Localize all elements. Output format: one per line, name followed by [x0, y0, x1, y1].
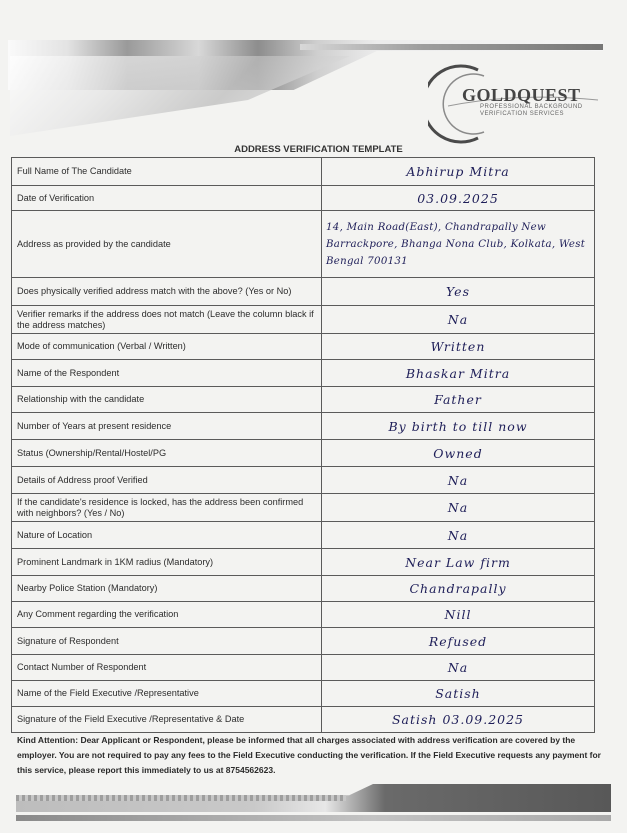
field-label: Does physically verified address match with the above? (Yes or No): [12, 278, 322, 306]
field-label: If the candidate's residence is locked, has the address been confirmed with neighbors? (Yes / No): [12, 494, 322, 522]
field-value: Na: [322, 467, 595, 494]
footer-stripe: [16, 795, 346, 801]
field-label: Full Name of The Candidate: [12, 158, 322, 186]
field-label: Number of Years at present residence: [12, 413, 322, 440]
table-row: [12, 707, 595, 733]
field-value: Na: [322, 655, 595, 681]
notice-text: Dear Applicant or Respondent, please be informed that all charges associated with address verification are covered by the employer. You are not required to pay any fees to the Field Executive conducting the verification. If the Field Executive requests any payment for this service, please report this immediately to us at 8754562623.: [17, 735, 601, 775]
table-row: [12, 655, 595, 681]
field-value: Chandrapally: [322, 576, 595, 602]
field-value: Written: [322, 334, 595, 360]
table-row: [12, 334, 595, 360]
verification-table: [11, 157, 595, 733]
table-row: [12, 522, 595, 549]
table-row: [12, 306, 595, 334]
table-row: [12, 387, 595, 413]
field-value: 03.09.2025: [322, 186, 595, 211]
table-row: [12, 158, 595, 186]
logo-brand: GOLDQUEST: [462, 85, 581, 105]
table-row: [12, 186, 595, 211]
field-label: Signature of Respondent: [12, 628, 322, 655]
field-label: Mode of communication (Verbal / Written): [12, 334, 322, 360]
table-row: [12, 549, 595, 576]
field-value: Owned: [322, 440, 595, 467]
field-label: Date of Verification: [12, 186, 322, 211]
field-value: Nill: [322, 602, 595, 628]
header-thin-stripe: [300, 44, 603, 50]
field-value: Abhirup Mitra: [322, 158, 595, 186]
field-label: Address as provided by the candidate: [12, 211, 322, 278]
field-value: Yes: [322, 278, 595, 306]
field-value: By birth to till now: [322, 413, 595, 440]
header-triangle-decoration: [10, 56, 350, 136]
table-row: [12, 602, 595, 628]
field-label: Name of the Respondent: [12, 360, 322, 387]
field-label: Prominent Landmark in 1KM radius (Mandatory): [12, 549, 322, 576]
field-value: Father: [322, 387, 595, 413]
table-row: [12, 360, 595, 387]
table-row: [12, 681, 595, 707]
field-value: Na: [322, 522, 595, 549]
notice-heading: Kind Attention:: [17, 735, 79, 745]
field-value: Satish: [322, 681, 595, 707]
table-row: [12, 211, 595, 278]
field-label: Verifier remarks if the address does not match (Leave the column black if the address matches): [12, 306, 322, 334]
field-value: 14, Main Road(East), Chandrapally New Barrackpore, Bhanga Nona Club, Kolkata, West Bengal 700131: [322, 211, 595, 278]
field-value: Near Law firm: [322, 549, 595, 576]
table-row: [12, 576, 595, 602]
field-label: Nearby Police Station (Mandatory): [12, 576, 322, 602]
logo-tagline: PROFESSIONAL BACKGROUND VERIFICATION SERVICES: [480, 104, 583, 117]
table-row: [12, 278, 595, 306]
field-label: Contact Number of Respondent: [12, 655, 322, 681]
field-label: Any Comment regarding the verification: [12, 602, 322, 628]
field-value: Refused: [322, 628, 595, 655]
notice-paragraph: [17, 733, 607, 778]
field-label: Signature of the Field Executive /Representative & Date: [12, 707, 322, 733]
field-value: Satish 03.09.2025: [322, 707, 595, 733]
field-value: Na: [322, 306, 595, 334]
field-value: Na: [322, 494, 595, 522]
field-value: Bhaskar Mitra: [322, 360, 595, 387]
field-label: Nature of Location: [12, 522, 322, 549]
footer-line: [16, 815, 611, 821]
table-row: [12, 413, 595, 440]
field-label: Name of the Field Executive /Representative: [12, 681, 322, 707]
table-row: [12, 494, 595, 522]
table-row: [12, 440, 595, 467]
table-row: [12, 467, 595, 494]
field-label: Status (Ownership/Rental/Hostel/PG: [12, 440, 322, 467]
table-row: [12, 628, 595, 655]
field-label: Relationship with the candidate: [12, 387, 322, 413]
document-title: ADDRESS VERIFICATION TEMPLATE: [234, 144, 403, 155]
field-label: Details of Address proof Verified: [12, 467, 322, 494]
